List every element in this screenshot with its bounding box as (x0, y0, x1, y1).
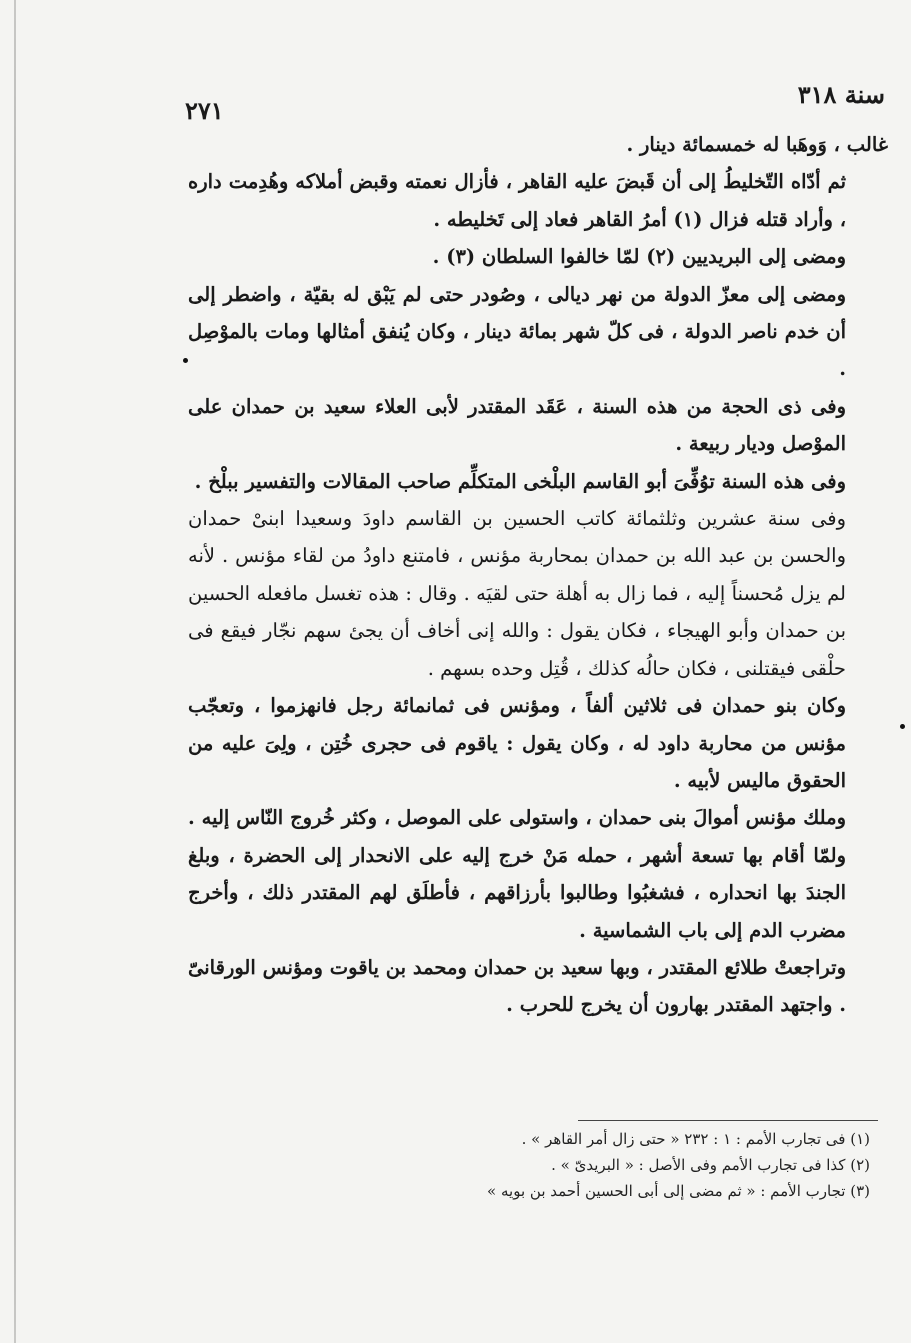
paragraph: ومضى إلى البريديين (٢) لمّا خالفوا السلطان (٣) . (432, 245, 846, 269)
main-text (188, 126, 888, 1024)
binding-shadow (14, 0, 16, 1343)
footnote-rule (578, 1120, 878, 1121)
running-head-year: سنة ٣١٨ (797, 80, 885, 109)
margin-mark (183, 358, 188, 363)
footnote: (٣) تجارب الأمم : « ثم مضى إلى أبى الحسين أحمد بن بويه » (487, 1182, 870, 1200)
footnote: (١) فى تجارب الأمم : ١ : ٢٣٢ « حتى زال أمر القاهر » . (521, 1130, 870, 1148)
paragraph: ثم أدّاه التّخليطُ إلى أن قَبضَ عليه القاهر ، فأزال نعمته وقبض أملاكه وهُدِمت داره ، وأراد قتله فزال (١) أمرُ القاهر فعاد إلى تَخليطه . (188, 170, 846, 231)
paragraph: وفى هذه السنة توُفِّىَ أبو القاسم البلْخى المتكلِّم صاحب المقالات والتفسير ببلْخ . (194, 469, 846, 493)
paragraph: غالب ، وَوهَبا له خمسمائة دينار . (626, 133, 888, 156)
paragraph: وكان بنو حمدان فى ثلاثين ألفاً ، ومؤنس فى ثمانمائة رجل فانهزموا ، وتعجّب مؤنس من محاربة داود له ، وكان يقول : ياقوم فى حجرى خُتِن ، ولِىَ عليه من الحقوق ماليس لأبيه . (188, 694, 846, 792)
footnotes (300, 1126, 870, 1204)
paragraph: وفى ذى الحجة من هذه السنة ، عَقَد المقتدر لأبى العلاء سعيد بن حمدان على الموْصل وديار ربيعة . (188, 394, 846, 456)
paragraph: وملك مؤنس أموالَ بنى حمدان ، واستولى على الموصل ، وكثر خُروج النّاس إليه . ولمّا أقام بها تسعة أشهر ، حمله مَنْ خرج إليه على الانحدار إلى الحضرة ، وبلغ الجندَ بها انحداره ، فشغبُوا وطالبوا بأرزاقهم ، فأطلَق لهم المقتدر ذلك ، وأخرج مضرب الدم إلى باب الشماسية . (188, 806, 846, 942)
footnote: (٢) كذا فى تجارب الأمم وفى الأصل : « البريدىّ » . (551, 1156, 870, 1174)
margin-mark (900, 724, 905, 729)
page-number: ٢٧١ (185, 96, 224, 125)
paragraph: وتراجعتْ طلائع المقتدر ، وبها سعيد بن حمدان ومحمد بن ياقوت ومؤنس الورقانىّ . واجتهد المقتدر بهارون أن يخرج للحرب . (188, 955, 846, 1017)
paragraph: وفى سنة عشرين وثلثمائة كاتب الحسين بن القاسم داودَ وسعيدا ابنىْ حمدان والحسن بن عبد الله بن حمدان بمحاربة مؤنس ، فامتنع داودُ من لقاء مؤنس . لأنه لم يزل مُحسناً إليه ، فما زال به أهلة حتى لقيَه . وقال : هذه تغسل مافعله الحسين بن حمدان وأبو الهيجاء ، فكان يقول : والله إنى أخاف أن يجئ سهم نجّار فيقع فى حلْقى فيقتلنى ، فكان حالُه كذلك ، قُتِل وحده بسهم . (188, 507, 846, 680)
page-header (185, 80, 885, 125)
paragraph: ومضى إلى معزّ الدولة من نهر ديالى ، وصُودر حتى لم يَبْق له بقيّة ، واضطر إلى أن خدم ناصر الدولة ، فى كلّ شهر بمائة دينار ، وكان يُنفق أمثالها ومات بالموْصِل . (188, 282, 846, 381)
